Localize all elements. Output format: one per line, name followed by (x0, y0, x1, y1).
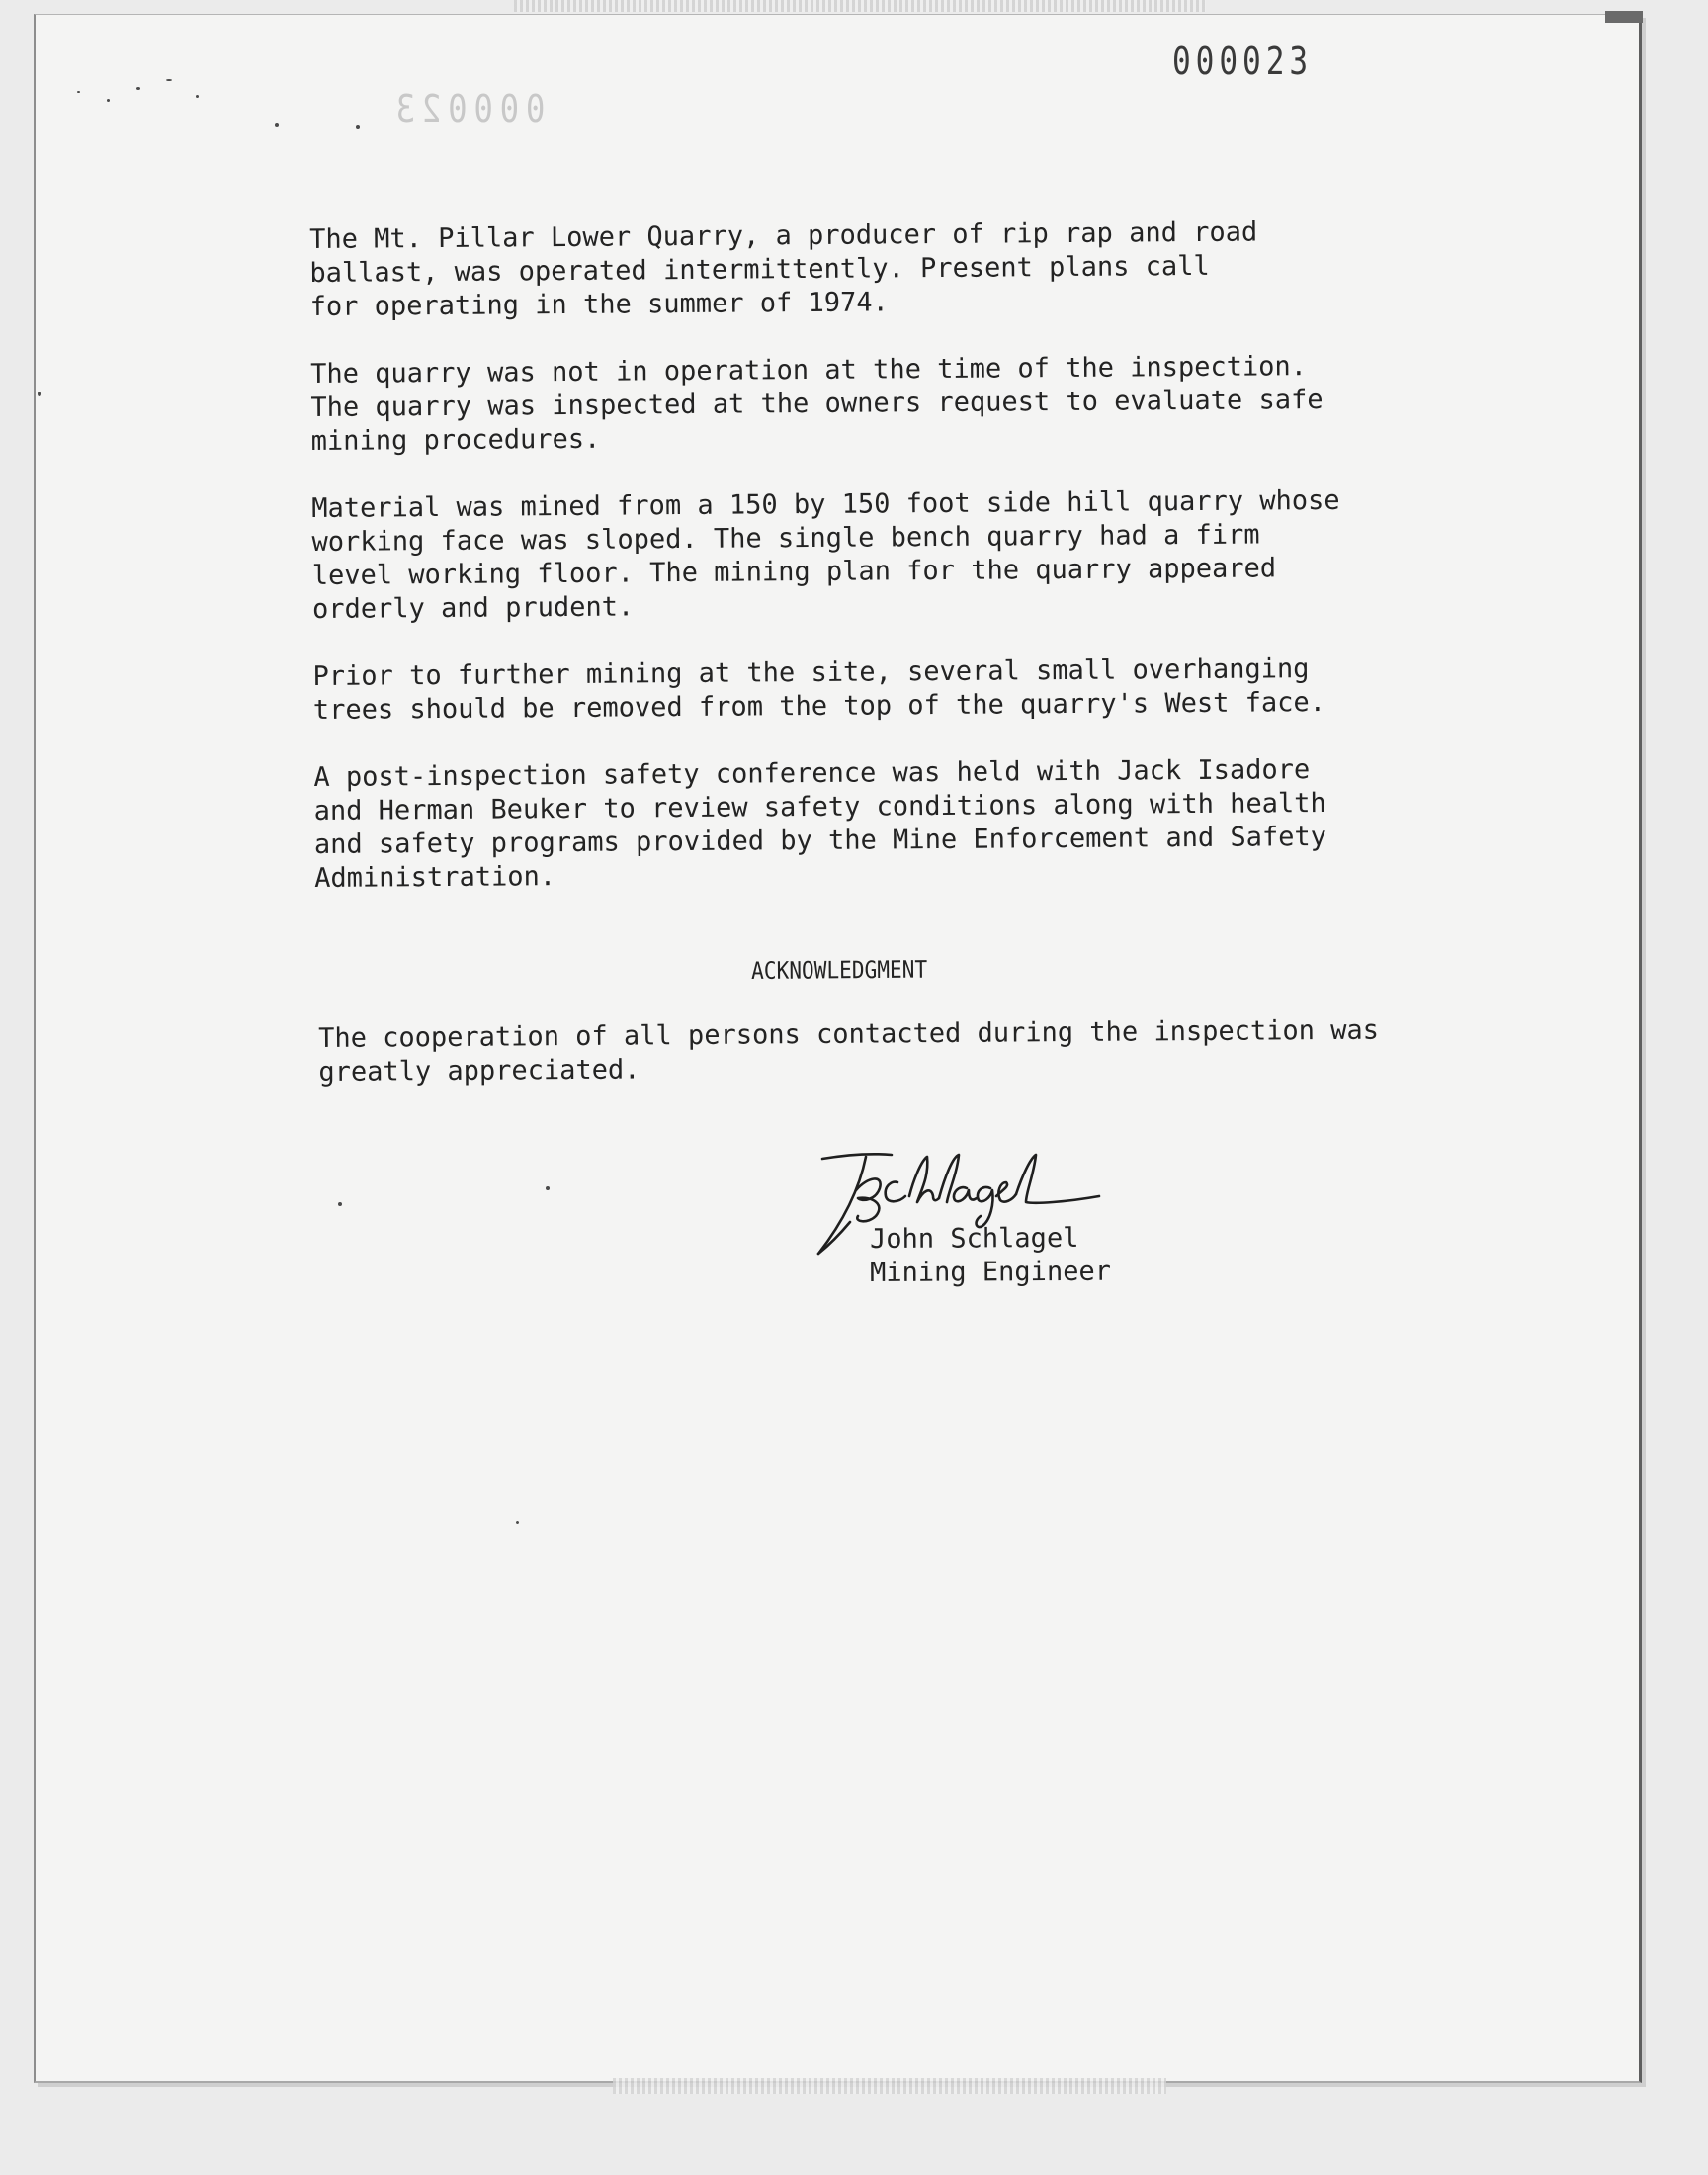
scan-speck (338, 1202, 342, 1206)
page-number: 000023 (1172, 40, 1314, 83)
scan-speck (77, 91, 80, 93)
scan-speck (356, 125, 360, 129)
report-body (309, 215, 1452, 929)
scan-speck (196, 95, 199, 98)
scan-speck (546, 1186, 550, 1190)
corner-mark (1605, 11, 1643, 23)
acknowledgment-heading: ACKNOWLEDGMENT (751, 955, 928, 985)
scan-speck (166, 79, 172, 81)
paragraph-safety-conference: A post-inspection safety conference was held with Jack Isadore and Herman Beuker to review safety conditions along with health and safety programs provided by the Mine Enforcement and Safety Administration. (313, 754, 1327, 894)
paragraph-mining-plan: Material was mined from a 150 by 150 foot side hill quarry whose working face was sloped. The single bench quarry had a firm level working floor. The mining plan for the quarry appeared orderly and prudent. (311, 484, 1340, 625)
scan-speck (275, 123, 279, 127)
scan-speck (516, 1521, 519, 1524)
scan-edge-strip-bottom (613, 2078, 1166, 2094)
bleed-through-page-number: 000023 (388, 87, 546, 130)
signatory-name: John Schlagel (870, 1222, 1079, 1255)
acknowledgment-text: The cooperation of all persons contacted during the inspection was greatly appreciated. (318, 1014, 1380, 1088)
paragraph-inspection-status: The quarry was not in operation at the time of the inspection. The quarry was inspected at the owners request to evaluate safe mining procedures. (310, 351, 1324, 457)
paragraph-recommendation: Prior to further mining at the site, several small overhanging trees should be removed from the top of the quarry's West face. (312, 653, 1326, 726)
scan-edge-strip-top (514, 0, 1206, 12)
paragraph-quarry-overview: The Mt. Pillar Lower Quarry, a producer of rip rap and road ballast, was operated intermittently. Present plans call for operating in the summer of 1974. (309, 217, 1258, 322)
scan-speck (107, 99, 110, 102)
scan-speck (136, 87, 140, 90)
signatory-title: Mining Engineer (870, 1256, 1112, 1288)
scan-speck (38, 392, 41, 396)
